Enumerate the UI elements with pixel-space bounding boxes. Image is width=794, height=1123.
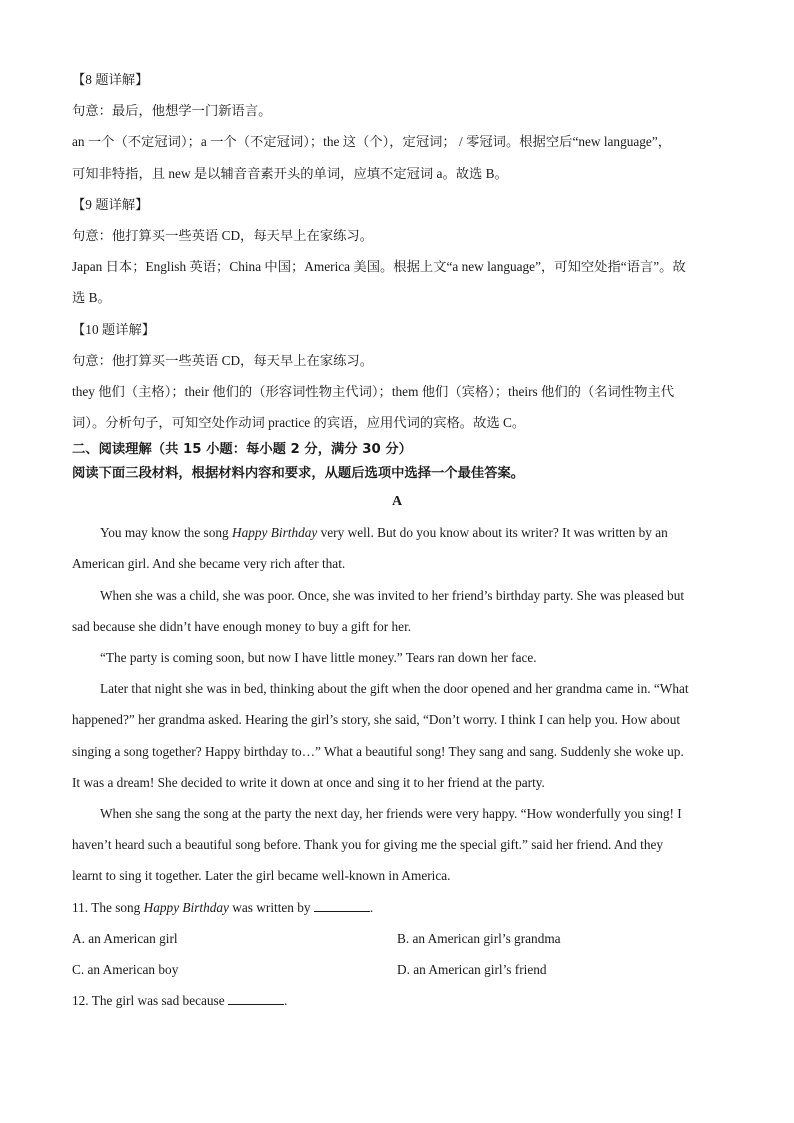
passage-p1-line1	[72, 517, 722, 548]
q8-meaning: 句意：最后，他想学一门新语言。	[72, 103, 272, 119]
passage-text: You may know the song	[100, 525, 232, 541]
passage-p4-line2: happened?” her grandma asked. Hearing the girl’s story, she said, “Don’t worry. I think I can help you. How about	[72, 712, 681, 728]
answer-blank	[314, 899, 370, 912]
passage-p5-line3: learnt to sing it together. Later the girl became well-known in America.	[72, 868, 451, 884]
q9-explanation-line2: 选 B。	[72, 290, 111, 306]
passage-p5-line1: When she sang the song at the party the next day, her friends were very happy. “How wonderfully you sing! I	[100, 805, 682, 821]
question-text: 12. The girl was sad because	[72, 993, 228, 1009]
passage-p1-line2: American girl. And she became very rich after that.	[72, 556, 346, 572]
reading-instruction: 阅读下面三段材料，根据材料内容和要求，从题后选项中选择一个最佳答案。	[72, 466, 525, 482]
song-title: Happy Birthday	[143, 899, 229, 915]
q8-title: 【8 题详解】	[72, 72, 149, 87]
q11-option-b[interactable]: B. an American girl’s grandma	[397, 930, 561, 946]
q10-explanation-line2: 词）。分析句子，可知空处作动词 practice 的宾语，应用代词的宾格。故选 C。	[72, 415, 526, 431]
reading-section-header: 二、阅读理解（共 15 小题：每小题 2 分，满分 30 分）	[72, 442, 412, 458]
document-page	[72, 64, 722, 1016]
q10-meaning: 句意：他打算买一些英语 CD，每天早上在家练习。	[72, 352, 374, 368]
passage-p5-line2: haven’t heard such a beautiful song before. Thank you for giving me the special gift.” said her friend. And they	[72, 837, 664, 853]
question-12	[72, 985, 722, 1016]
q11-option-a[interactable]: A. an American girl	[72, 930, 178, 946]
q8-explanation-line2: 可知非特指，且 new 是以辅音音素开头的单词，应填不定冠词 a。故选 B。	[72, 165, 508, 181]
q11-options-row1	[72, 923, 722, 954]
answer-blank	[228, 992, 284, 1005]
passage-text: very well. But do you know about its writer? It was written by an	[317, 525, 668, 541]
question-11	[72, 892, 722, 923]
question-text: .	[369, 899, 374, 915]
q9-title: 【9 题详解】	[72, 196, 149, 212]
question-text: 11. The song	[72, 899, 144, 915]
q8-explanation-line1: an 一个（不定冠词）；a 一个（不定冠词）；the 这（个），定冠词； / 零冠词。根据空后“new language”，	[72, 134, 672, 150]
q11-option-c[interactable]: C. an American boy	[72, 961, 179, 977]
q10-title: 【10 题详解】	[72, 321, 156, 337]
q9-meaning: 句意：他打算买一些英语 CD，每天早上在家练习。	[72, 227, 374, 243]
passage-p3-line1: “The party is coming soon, but now I have little money.” Tears ran down her face.	[100, 650, 537, 665]
song-title: Happy Birthday	[232, 525, 318, 541]
passage-p2-line1: When she was a child, she was poor. Once, she was invited to her friend’s birthday party. She was pleased but	[100, 587, 685, 603]
question-text: .	[283, 993, 288, 1009]
q11-options-row2	[72, 954, 722, 985]
q9-explanation-line1: Japan 日本；English 英语；China 中国；America 美国。根据上文“a new language”，可知空处指“语言”。故	[72, 259, 686, 275]
passage-p4-line4: It was a dream! She decided to write it down at once and sing it to her friend at the party.	[72, 774, 545, 790]
passage-label: A	[391, 494, 403, 510]
passage-p4-line1: Later that night she was in bed, thinking about the gift when the door opened and her grandma came in. “What	[100, 681, 689, 697]
passage-p2-line2: sad because she didn’t have enough money to buy a gift for her.	[72, 618, 412, 634]
q10-explanation-line1: they 他们（主格）；their 他们的（形容词性物主代词）；them 他们（宾格）；theirs 他们的（名词性物主代	[72, 383, 675, 399]
q11-option-d[interactable]: D. an American girl’s friend	[397, 961, 547, 977]
passage-p4-line3: singing a song together? Happy birthday to…” What a beautiful song! They sang and sang. Suddenly she woke up.	[72, 743, 684, 759]
question-text: was written by	[228, 899, 314, 915]
